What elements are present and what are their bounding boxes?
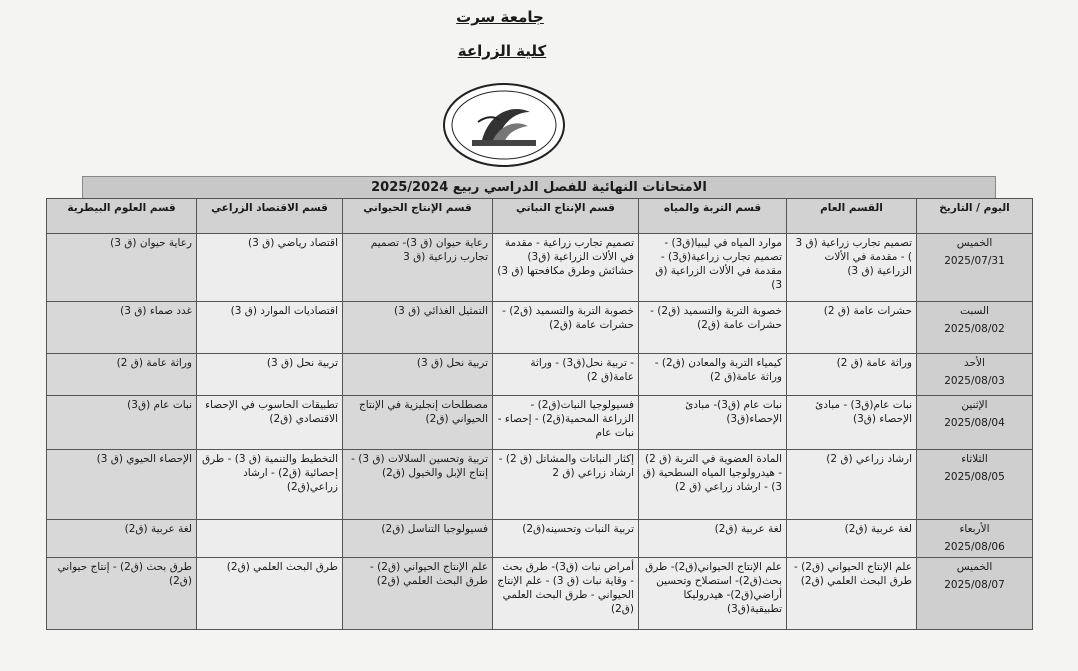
day-name: السبت — [960, 305, 989, 317]
exam-cell: اقتصاد رياضي (ق 3) — [197, 234, 343, 302]
exam-cell: وراثة عامة (ق 2) — [787, 354, 917, 396]
col-header-day-date: اليوم / التاريخ — [917, 199, 1033, 234]
exam-cell: رعاية حيوان (ق 3) — [47, 234, 197, 302]
exam-cell: لغة عربية (ق2) — [47, 520, 197, 558]
day-name: الإثنين — [961, 399, 988, 411]
exam-cell: خصوبة التربة والتسميد (ق2) - حشرات عامة (ق2) — [493, 302, 639, 354]
exam-cell: علم الإنتاج الحيواني (ق2) - طرق البحث العلمي (ق2) — [343, 558, 493, 630]
day-cell — [917, 396, 1033, 450]
exam-cell: مصطلحات إنجليزية في الإنتاج الحيواني (ق2) — [343, 396, 493, 450]
day-date: 2025/08/05 — [944, 471, 1005, 483]
table-row — [47, 396, 1033, 450]
day-cell — [917, 234, 1033, 302]
day-cell — [917, 302, 1033, 354]
day-name: الخميس — [956, 237, 993, 249]
col-header-animal-production: قسم الإنتاج الحيواني — [343, 199, 493, 234]
day-date: 2025/07/31 — [944, 255, 1005, 267]
day-date: 2025/08/02 — [944, 323, 1005, 335]
exam-cell: تربية وتحسين السلالات (ق 3) - إنتاج الإبل والخيول (ق2) — [343, 450, 493, 520]
col-header-agri-economics: قسم الاقتصاد الزراعي — [197, 199, 343, 234]
exam-cell: التخطيط والتنمية (ق 3) - طرق إحصائية (ق2) - ارشاد زراعي(ق2) — [197, 450, 343, 520]
table-header-row — [47, 199, 1033, 234]
exam-cell: اقتصاديات الموارد (ق 3) — [197, 302, 343, 354]
exam-cell: نبات عام (ق3) — [47, 396, 197, 450]
exam-schedule-title: الامتحانات النهائية للفصل الدراسي ربيع 2025/2024 — [82, 176, 996, 200]
day-date: 2025/08/07 — [944, 579, 1005, 591]
table-row — [47, 520, 1033, 558]
exam-cell: تصميم تجارب زراعية - مقدمة في الألات الزراعية (ق3) حشائش وطرق مكافحتها (ق 3) — [493, 234, 639, 302]
exam-cell: تربية نحل (ق 3) — [343, 354, 493, 396]
day-cell — [917, 450, 1033, 520]
day-name: الخميس — [956, 561, 993, 573]
exam-cell: وراثة عامة (ق 2) — [47, 354, 197, 396]
exam-cell: تطبيقات الحاسوب في الإحصاء الاقتصادي (ق2) — [197, 396, 343, 450]
day-date: 2025/08/04 — [944, 417, 1005, 429]
exam-cell: إكثار النباتات والمشاتل (ق 2) - ارشاد زراعي (ق 2 — [493, 450, 639, 520]
exam-cell: التمثيل الغذائي (ق 3) — [343, 302, 493, 354]
exam-cell: تربية النبات وتحسينه(ق2) — [493, 520, 639, 558]
exam-cell: كيمياء التربة والمعادن (ق2) - وراثة عامة(ق 2) — [639, 354, 787, 396]
exam-cell: فسيولوجيا النبات(ق2) - الزراعة المحمية(ق2) - إحصاء - نبات عام — [493, 396, 639, 450]
table-row — [47, 302, 1033, 354]
exam-cell: علم الإنتاج الحيواني(ق2)- طرق بحث(ق2)- استصلاح وتحسين أراضي(ق2)- هيدروليكا تطبيقية(ق3) — [639, 558, 787, 630]
exam-cell: الإحصاء الحيوي (ق 3) — [47, 450, 197, 520]
exam-cell — [197, 520, 343, 558]
exam-cell: لغة عربية (ق2) — [787, 520, 917, 558]
col-header-general: القسم العام — [787, 199, 917, 234]
exam-cell: نبات عام(ق3) - مبادئ الإحصاء (ق3) — [787, 396, 917, 450]
day-date: 2025/08/06 — [944, 541, 1005, 553]
exam-cell: حشرات عامة (ق 2) — [787, 302, 917, 354]
col-header-soil-water: قسم التربة والمياه — [639, 199, 787, 234]
day-name: الأحد — [964, 357, 985, 369]
exam-cell: طرق بحث (ق2) - إنتاج حيواني (ق2) — [47, 558, 197, 630]
table-row — [47, 234, 1033, 302]
exam-cell: غدد صماء (ق 3) — [47, 302, 197, 354]
faculty-name: كلية الزراعة — [457, 42, 547, 60]
exam-cell: لغة عربية (ق2) — [639, 520, 787, 558]
day-cell — [917, 354, 1033, 396]
col-header-plant-production: قسم الإنتاج النباتي — [493, 199, 639, 234]
table-row — [47, 558, 1033, 630]
exam-cell: المادة العضوية في التربة (ق 2) - هيدرولوجيا المياه السطحية (ق 3) - ارشاد زراعي (ق 2) — [639, 450, 787, 520]
exam-cell: تربية نحل (ق 3) — [197, 354, 343, 396]
university-logo — [442, 82, 566, 168]
exam-cell: ارشاد زراعي (ق 2) — [787, 450, 917, 520]
exam-cell: أمراض نبات (ق3)- طرق بحث - وقاية نبات (ق 3) - علم الإنتاج الحيواني - طرق البحث العلمي (ق2) — [493, 558, 639, 630]
day-name: الثلاثاء — [961, 453, 988, 465]
exam-cell: فسيولوجيا التناسل (ق2) — [343, 520, 493, 558]
table-row — [47, 450, 1033, 520]
exam-cell: - تربية نحل(ق3) - وراثة عامة(ق 2) — [493, 354, 639, 396]
university-name: جامعة سرت — [456, 8, 544, 26]
day-cell — [917, 520, 1033, 558]
table-row — [47, 354, 1033, 396]
exam-cell: طرق البحث العلمي (ق2) — [197, 558, 343, 630]
exam-schedule-table — [46, 198, 1033, 630]
day-date: 2025/08/03 — [944, 375, 1005, 387]
exam-cell: موارد المياه في ليبيا(ق3) - تصميم تجارب زراعية(ق3) - مقدمة في الألات الزراعية (ق 3) — [639, 234, 787, 302]
exam-cell: رعاية حيوان (ق 3)- تصميم تجارب زراعية (ق 3 — [343, 234, 493, 302]
exam-cell: خصوبة التربة والتسميد (ق2) - حشرات عامة (ق2) — [639, 302, 787, 354]
day-cell — [917, 558, 1033, 630]
exam-cell: تصميم تجارب زراعية (ق 3 ) - مقدمة في الألات الزراعية (ق 3) — [787, 234, 917, 302]
col-header-veterinary: قسم العلوم البيطرية — [47, 199, 197, 234]
day-name: الأربعاء — [959, 523, 990, 535]
exam-cell: علم الإنتاج الحيواني (ق2) - طرق البحث العلمي (ق2) — [787, 558, 917, 630]
exam-cell: نبات عام (ق3)- مبادئ الإحصاء(ق3) — [639, 396, 787, 450]
